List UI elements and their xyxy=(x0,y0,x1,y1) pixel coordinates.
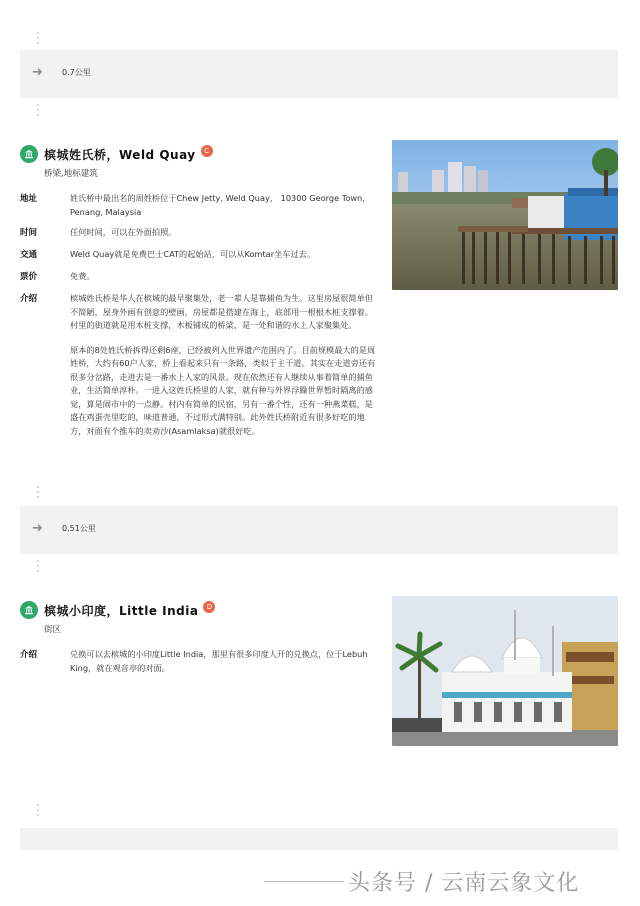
distance-bar xyxy=(20,506,618,554)
landmark-icon xyxy=(20,601,38,619)
info-value: 免费。 xyxy=(70,271,95,281)
info-label: 介绍 xyxy=(20,650,38,660)
route-dots xyxy=(36,32,40,47)
arrow-right-icon: ➜ xyxy=(32,65,43,80)
landmark-icon xyxy=(20,145,38,163)
intro-paragraph: 原本的8处姓氏桥拆得还剩6座，已经被列入世界遗产范围内了。目前规模最大的是周姓桥，大约有60户人家，桥上看起来只有一条路，类似于主干道。其实在走道旁还有很多分岔路，走进去是一番水上人家的风景。现在依然还有人继续从事着简单的捕鱼业，生活简单淳朴。一进入这姓氏桥里的人家，就有种与外界浮躁世界暂时隔离的感觉，算是闹市中的一点静。村内有简单的民宿，另有一番个性，还有一种燕菜糕，是盛在鸡蛋壳里吃的，味道普通，不过形式满特别。此外姓氏桥附近有很多好吃的地方，对面有个推车的卖劝沙(Asamlaksa)就很好吃。 xyxy=(70,344,376,436)
route-dots xyxy=(36,560,40,575)
arrow-right-icon: ➜ xyxy=(32,521,43,536)
route-dots xyxy=(36,486,40,501)
distance-label: 0.7公里 xyxy=(62,68,91,77)
info-value: 姓氏桥中最出名的周姓桥位于Chew Jetty, Weld Quay， 10300 George Town，Penang, Malaysia xyxy=(70,193,371,217)
poi-category: 桥梁,地标建筑 xyxy=(44,169,98,179)
info-label: 票价 xyxy=(20,272,38,282)
info-value: 兑换可以去槟城的小印度Little India，那里有很多印度人开的兑换点，位于Lebuh King，就在观音亭的对面。 xyxy=(70,649,368,673)
info-label: 介绍 xyxy=(20,294,38,304)
poi-weld-quay xyxy=(20,144,618,464)
intro-paragraph: 槟城姓氏桥是华人在槟城的最早聚集处，老一辈人是靠捕鱼为生。这里房屋很简单但不简陋，屋身外画有创意的壁画，房屋都是搭建在海上，底部用一根根木桩支撑着。村里的街道就是用木桩支撑，木板铺成的桥梁，是一处和谐的水上人家聚集处。 xyxy=(70,293,373,330)
poi-little-india xyxy=(20,600,618,760)
poi-photo xyxy=(392,140,618,290)
watermark xyxy=(264,866,579,897)
distance-label: 0.51公里 xyxy=(62,524,96,533)
poi-header xyxy=(20,144,213,164)
poi-header xyxy=(20,600,215,620)
poi-photo xyxy=(392,596,618,746)
watermark-line xyxy=(264,881,344,882)
distance-bar xyxy=(20,50,618,98)
info-value: Weld Quay就是免费巴士CAT的起始站，可以从Komtar坐车过去。 xyxy=(70,249,316,259)
poi-category: 街区 xyxy=(44,625,62,635)
info-label: 时间 xyxy=(20,228,38,238)
distance-bar xyxy=(20,828,618,850)
route-dots xyxy=(36,804,40,819)
poi-badge: D xyxy=(203,601,215,613)
info-label: 交通 xyxy=(20,250,38,260)
watermark-text: 头条号 / 云南云象文化 xyxy=(348,871,580,896)
poi-title: 槟城姓氏桥，Weld Quay xyxy=(44,147,196,162)
info-value: 任何时间，可以在外面拍照。 xyxy=(70,227,177,237)
info-label: 地址 xyxy=(20,194,38,204)
poi-title: 槟城小印度，Little India xyxy=(44,603,199,618)
poi-badge: C xyxy=(201,145,213,157)
info-value xyxy=(70,292,376,449)
route-dots xyxy=(36,104,40,119)
